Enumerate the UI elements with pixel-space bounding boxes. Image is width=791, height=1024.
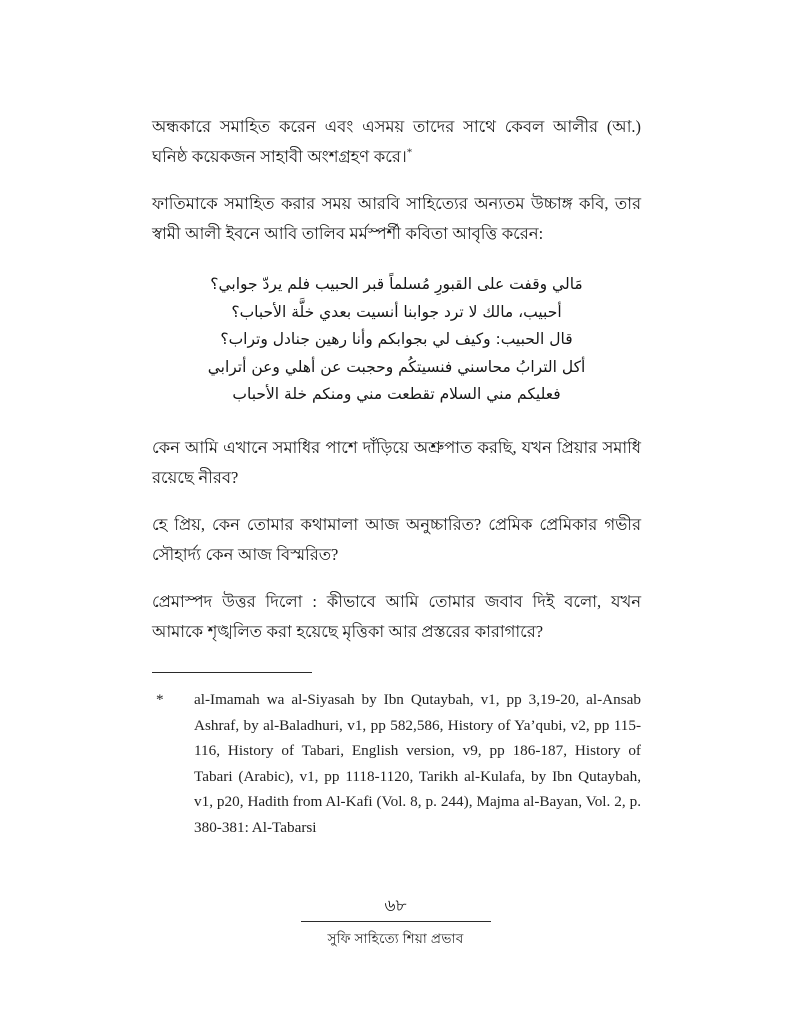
footnote-section [152,672,641,840]
arabic-poem-line: أحبيب، مالك لا ترد جوابنا أنسيت بعدي خلَّة الأحباب؟ [231,302,562,321]
paragraph-translation-1: কেন আমি এখানে সমাধির পাশে দাঁড়িয়ে অশ্রুপাত করছি, যখন প্রিয়ার সমাধি রয়েছে নীরব? [152,437,641,487]
page-content [152,112,641,664]
paragraph-poem-intro: ফাতিমাকে সমাহিত করার সময় আরবি সাহিত্যের অন্যতম উচ্চাঙ্গ কবি, তার স্বামী আলী ইবনে আবি তালিব মর্মস্পর্শী কবিতা আবৃত্তি করেন: [152,194,641,243]
arabic-poem-line: قال الحبيب: وكيف لي بجوابكم وأنا رهين جنادل وتراب؟ [220,330,573,348]
arabic-poem [152,271,641,409]
footer-separator-rule [301,921,491,922]
paragraph-translation-2: হে প্রিয়, কেন তোমার কথামালা আজ অনুচ্চারিত? প্রেমিক প্রেমিকার গভীর সৌহার্দ্য কেন আজ বিস্মরিত? [152,514,641,564]
footer-book-title: সুফি সাহিত্যে শিয়া প্রভাব [327,931,464,946]
footnote-entry [152,687,641,840]
arabic-poem-line: أكل الترابُ محاسني فنسيتكُم وحجبت عن أهلي وعن أترابي [207,357,586,376]
paragraph-continuation [152,112,641,172]
footnote-marker: * [156,691,164,708]
page-number: ৬৮ [384,896,407,915]
arabic-poem-line: مَالي وقفت على القبورِ مُسلماً قبر الحبيب فلم يردّ جوابي؟ [210,275,583,293]
paragraph-continuation-text: অন্ধকারে সমাহিত করেন এবং এসময় তাদের সাথে কেবল আলীর (আ.) ঘনিষ্ঠ কয়েকজন সাহাবী অংশগ্রহণ করে। [152,117,641,166]
paragraph-translation-3: প্রেমাস্পদ উত্তর দিলো : কীভাবে আমি তোমার জবাব দিই বলো, যখন আমাকে শৃঙ্খলিত করা হয়েছে মৃত্তিকা আর প্রস্তরের কারাগারে? [152,591,641,641]
footnote-reference-marker: * [406,146,413,159]
footnote-text: al-Imamah wa al-Siyasah by Ibn Qutaybah, v1, pp 3,19-20, al-Ansab Ashraf, by al-Baladhuri, v1, pp 582,586, History of Ya’qubi, v2, pp 115-116, History of Tabari, English version, v9, pp 186-187, History of Tabari (Arabic), v1, pp 1118-1120, Tarikh al-Kulafa, by Ibn Qutaybah, v1, p20, Hadith from Al-Kafi (Vol. 8, p. 244), Majma al-Bayan, Vol. 2, p. 380-381: Al-Tabarsi [194,691,641,836]
arabic-poem-line: فعليكم مني السلام تقطعت مني ومنكم خلة الأحباب [232,385,561,403]
page-footer [0,896,791,948]
footnote-separator-rule [152,672,312,673]
